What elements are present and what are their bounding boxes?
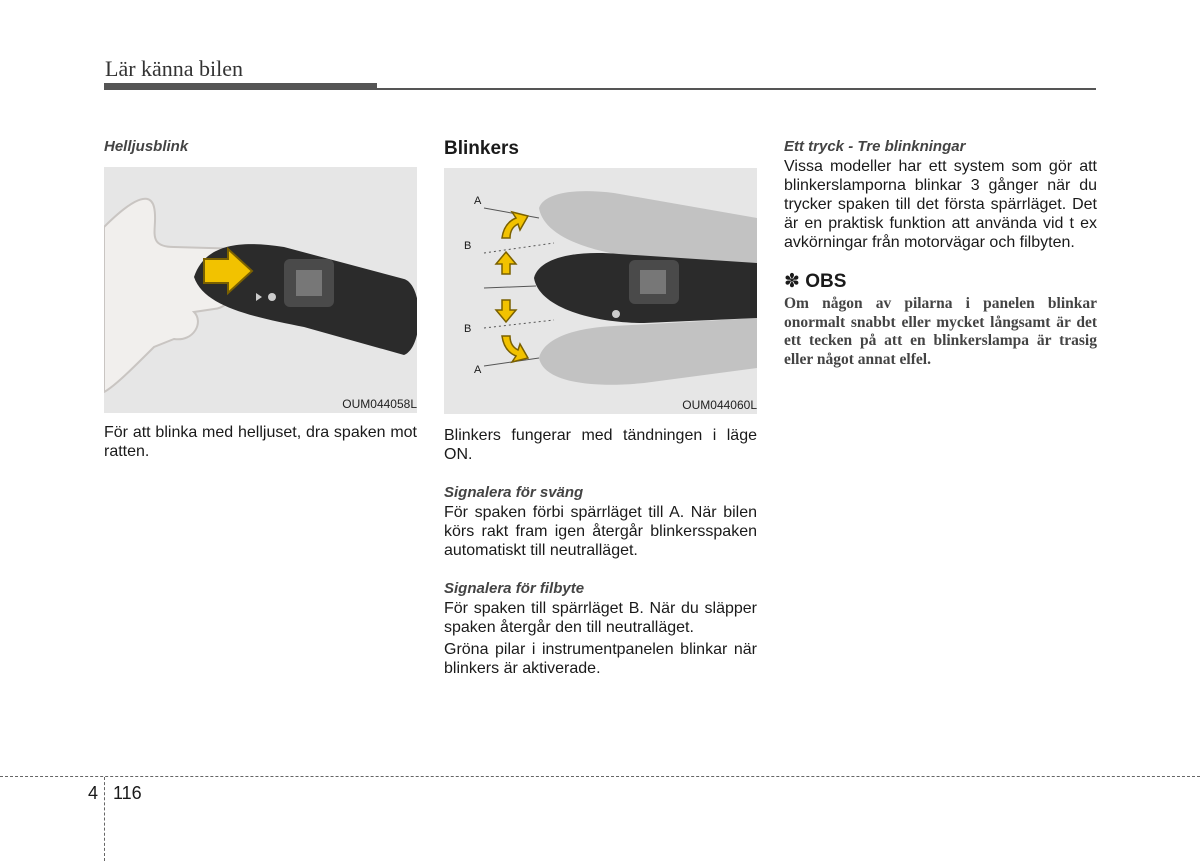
page-header-title: Lär känna bilen [105, 56, 244, 81]
body-blinkers-intro: Blinkers fungerar med tändningen i läge ON. [444, 427, 757, 463]
turn-signal-lever-illustration [444, 168, 757, 414]
figure-code: OUM044060L [682, 398, 757, 412]
figure-high-beam-flash [104, 167, 417, 413]
chapter-number: 4 [88, 783, 99, 803]
figure-code: OUM044058L [342, 397, 417, 411]
column-left [104, 138, 417, 461]
body-signal-lane: För spaken till spärrläget B. När du släpper spaken återgår den till neutralläget. [444, 600, 757, 636]
heading-obs: ✽ OBS [784, 271, 847, 292]
body-obs: Om någon av pilarna i panelen blinkar onormalt snabbt eller mycket långsamt är det ett tecken på att en blinkerslampa är trasig eller något annat elfel. [784, 295, 1097, 368]
body-signal-turn: För spaken förbi spärrläget till A. När bilen körs rakt fram igen återgår blinkersspaken automatiskt till neutralläget. [444, 504, 757, 559]
column-middle [444, 138, 757, 678]
subheading-one-press: Ett tryck - Tre blinkningar [784, 138, 966, 155]
footer-dashed-line [0, 776, 1200, 777]
heading-blinkers: Blinkers [444, 138, 519, 159]
label-b-top: B [464, 240, 472, 252]
subheading-helljusblink: Helljusblink [104, 138, 189, 155]
column-right [784, 138, 1097, 369]
footer-dashed-divider [104, 777, 105, 861]
body-signal-lane-2: Gröna pilar i instrumentpanelen blinkar när blinkers är aktiverade. [444, 641, 757, 677]
subheading-signal-turn: Signalera för sväng [444, 484, 584, 501]
label-a-bottom: A [474, 364, 482, 376]
subheading-signal-lane: Signalera för filbyte [444, 580, 585, 597]
label-a-top: A [474, 195, 482, 207]
header-rule-thin [104, 88, 1096, 90]
body-one-press: Vissa modeller har ett system som gör att blinkerslamporna blinkar 3 gånger när du trycker spaken till det första spärrläget. Det är en praktisk funktion att använda vid t ex avkörningar från motorvägar och filbyten. [784, 158, 1097, 251]
figure-turn-signal [444, 168, 757, 414]
page-number: 116 [113, 783, 142, 803]
body-helljusblink: För att blinka med helljuset, dra spaken mot ratten. [104, 424, 417, 460]
high-beam-lever-illustration [104, 167, 417, 413]
label-b-bottom: B [464, 323, 472, 335]
